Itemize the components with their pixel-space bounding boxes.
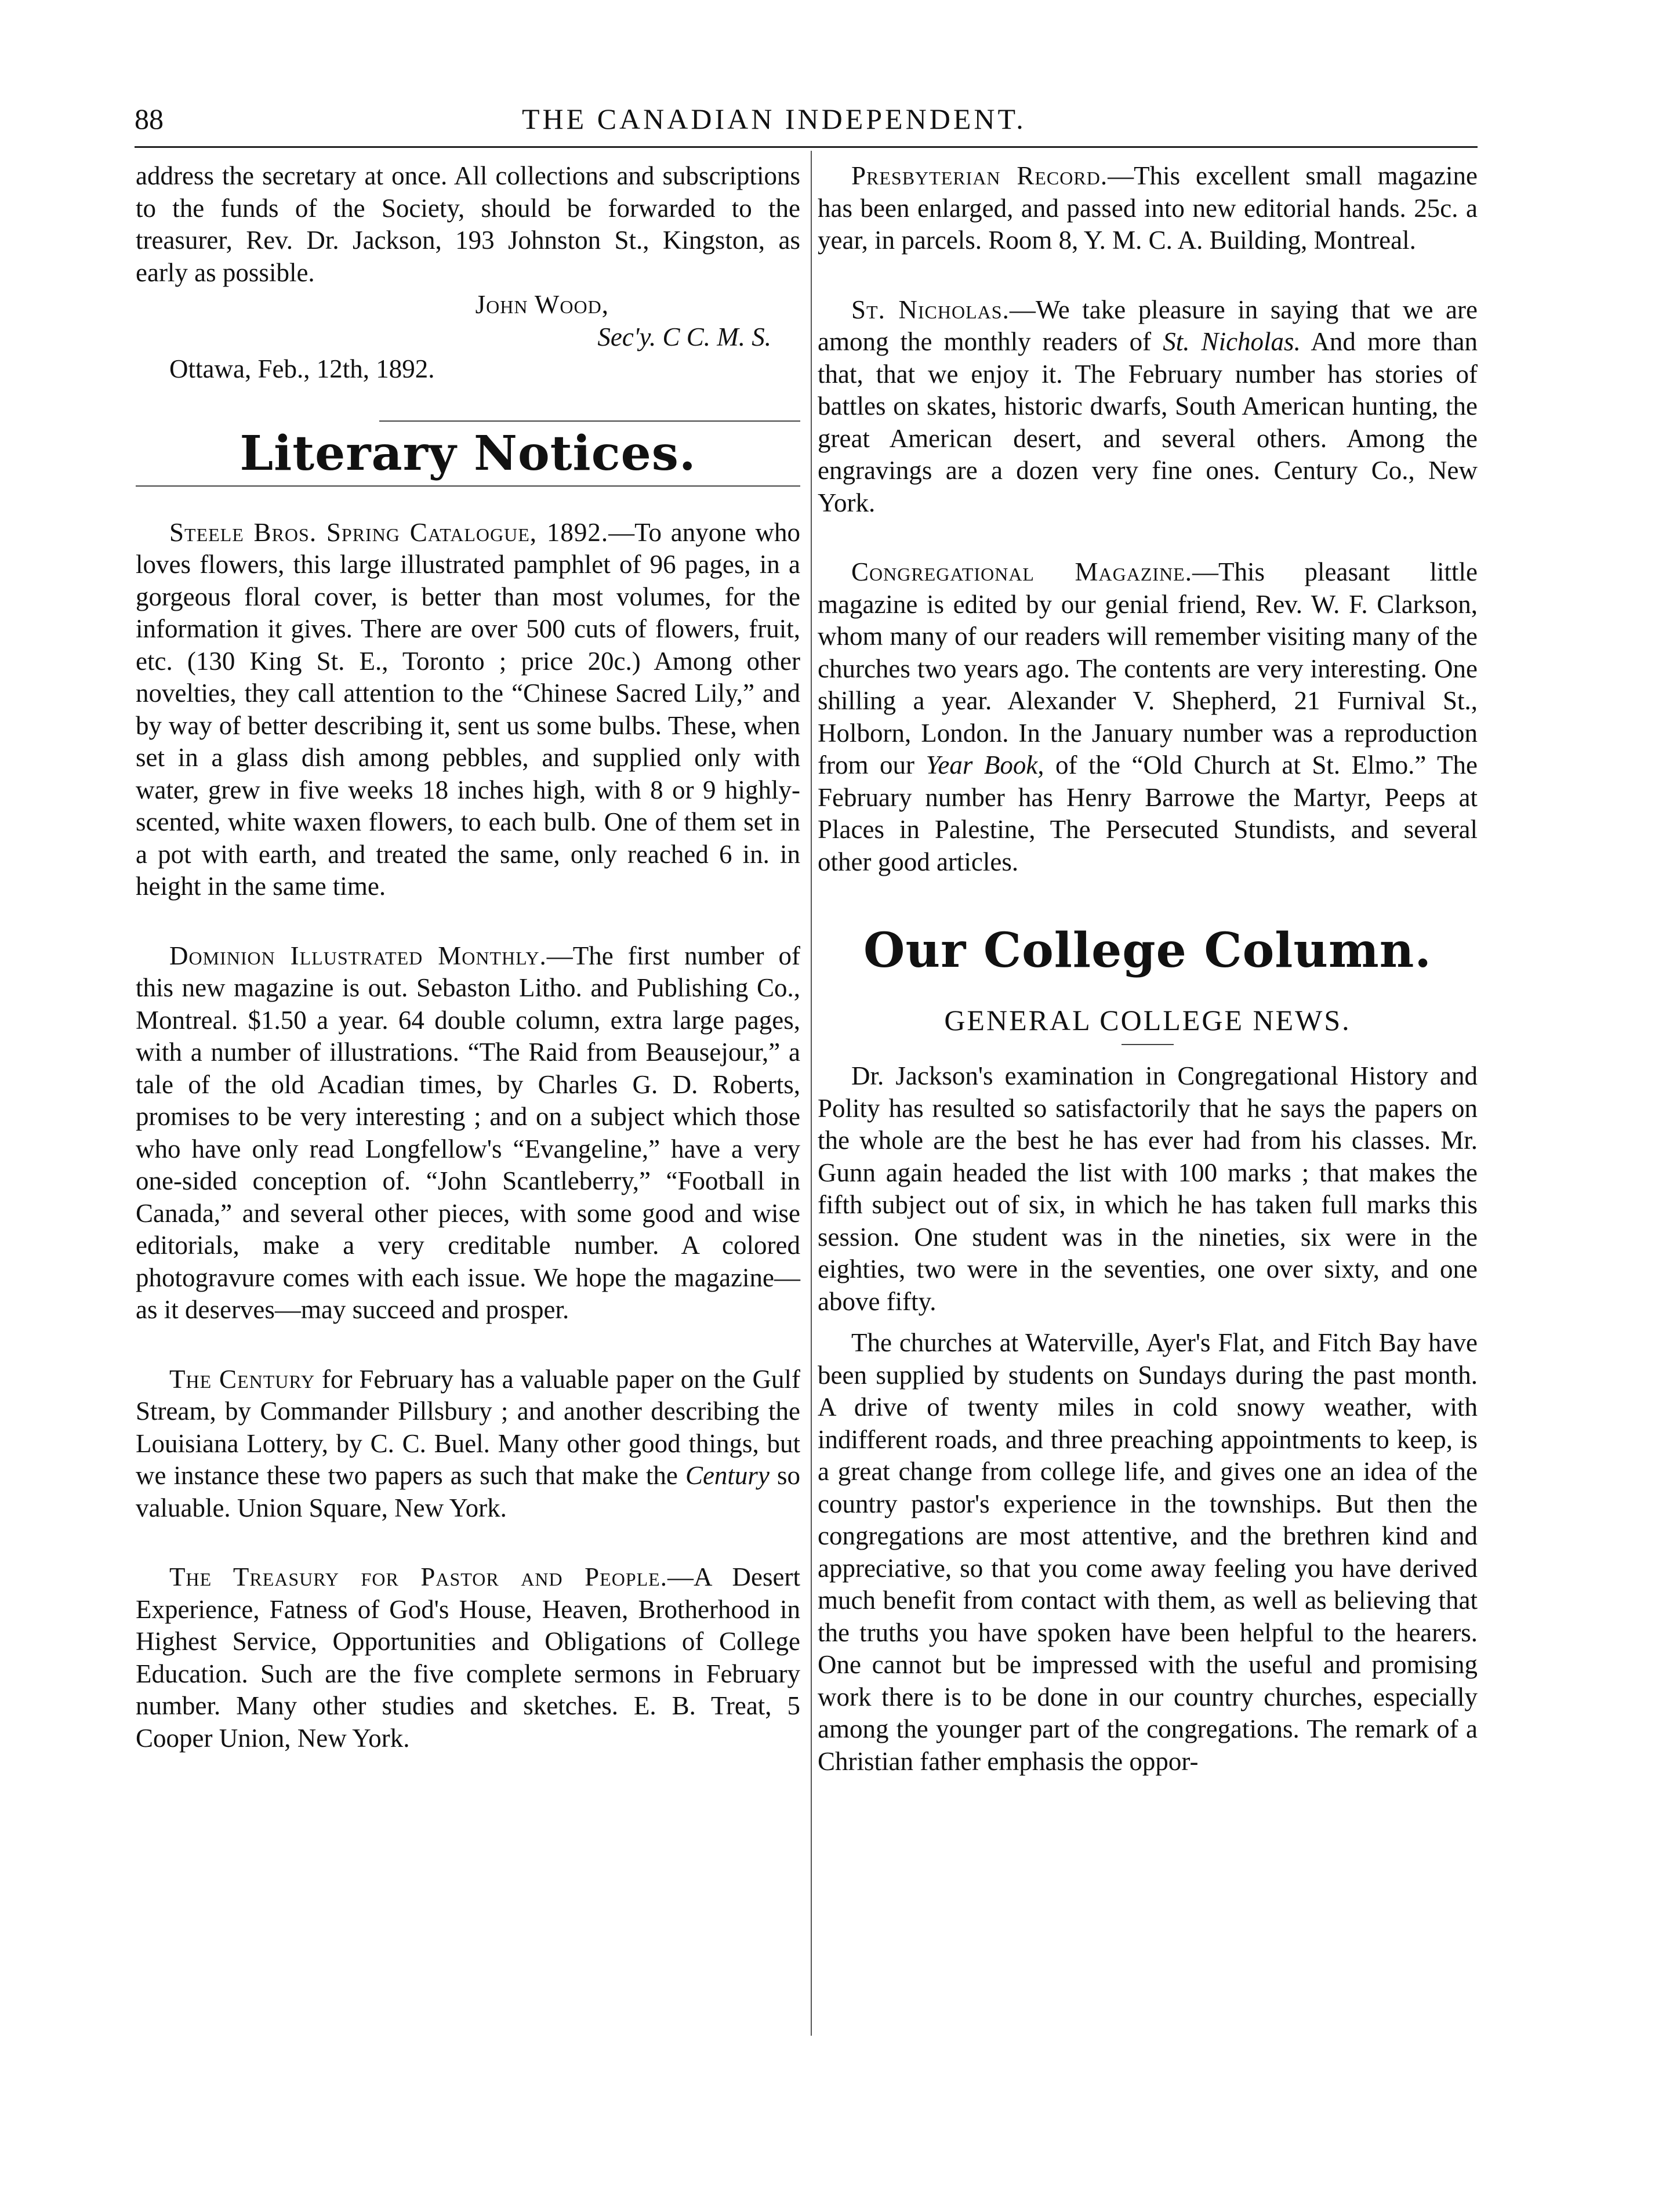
notice-italic-title: Year Book,: [926, 750, 1044, 779]
notice-body: —This excellent small magazine has been enlarged, and passed into new editorial hands. 25c. a year, in parcels. Room 8, Y. M. C. A. Building, Montreal.: [818, 161, 1478, 255]
notice-body-end: And more than that, that we enjoy it. The February number has stories of battles on skates, historic dwarfs, South American hunting, the great American desert, and several others. Among the engravings are a dozen very fine ones. Century Co., New York.: [818, 327, 1478, 517]
journal-title: THE CANADIAN INDEPENDENT.: [522, 103, 1026, 135]
notice-lead: The Century: [169, 1364, 315, 1394]
signature-name: John Wood,: [475, 290, 609, 319]
column-divider: [811, 151, 812, 2036]
notice-body-end: of the “Old Church at St. Elmo.” The February number has Henry Barrowe the Martyr, Peeps at Places in Palestine, The Persecuted Stundists, and several other good articles.: [818, 750, 1478, 876]
subsection-rule: [1122, 1044, 1174, 1045]
signature-title: Sec'y. C C. M. S.: [597, 322, 771, 351]
society-notice-continuation: address the secretary at once. All collections and subscriptions to the funds of the Society, should be forwarded to the treasurer, Rev. Dr. Jackson, 193 Johnston St., Kingston, as early as possible.: [136, 161, 800, 287]
notice-body: —To anyone who loves flowers, this large illustrated pamphlet of 96 pages, in a gorgeous floral cover, is better than most volumes, for the information it gives. There are over 500 cuts of flowers, fruit, etc. (130 King St. E., Toronto ; price 20c.) Among other novelties, they call attention to the “Chinese Sacred Lily,” and by way of better describing it, sent us some bulbs. These, when set in a glass dish among pebbles, and supplied only with water, grew in five weeks 18 inches high, with 8 or 9 highly-scented, white waxen flowers, to each bulb. One of them set in a pot with earth, and treated the same, only reached 6 in. in height in the same time.: [136, 517, 800, 901]
notice-italic-title: Century: [685, 1461, 770, 1490]
notice-treasury: [136, 1561, 800, 1754]
header-rule: [135, 146, 1478, 148]
notice-lead: The Treasury for Pastor and People.: [169, 1562, 667, 1591]
section-title-college-column: Our College Column.: [863, 923, 1432, 978]
notice-lead: Steele Bros. Spring Catalogue, 1892.: [169, 517, 609, 547]
notice-body: —This pleasant little magazine is edited by our genial friend, Rev. W. F. Clarkson, whom many of our readers will remember visiting many of the churches two years ago. The contents are very interesting. One shilling a year. Alexander V. Shepherd, 21 Furnival St., Holborn, London. In the January number was a reproduction from our: [818, 557, 1478, 779]
notice-lead: St. Nicholas.: [851, 295, 1010, 324]
notice-steele-bros: [136, 517, 800, 903]
notice-body: for February has a valuable paper on the Gulf Stream, by Commander Pillsbury ; and another describing the Louisiana Lottery, by C. C. Buel. Many other good things, but we instance these two papers as such that make the: [136, 1364, 800, 1490]
letter-date: Ottawa, Feb., 12th, 1892.: [169, 354, 435, 383]
subsection-title-college-news: GENERAL COLLEGE NEWS.: [944, 1004, 1351, 1036]
notice-st-nicholas: [818, 294, 1478, 520]
notice-body-end: so valuable. Union Square, New York.: [136, 1461, 801, 1522]
notice-lead: Dominion Illustrated Monthly.: [169, 941, 547, 970]
notice-dominion-illustrated: [136, 940, 800, 1326]
notice-body: —The first number of this new magazine is out. Sebaston Litho. and Publishing Co., Montreal. $1.50 a year. 64 double column, extra large pages, with a number of illustrations. “The Raid from Beausejour,” a tale of the old Acadian times, by Charles G. D. Roberts, promises to be very interesting ; and on a subject which those who have only read Longfellow's “Evangeline,” have a very one-sided conception of. “John Scantleberry,” “Football in Canada,” and several other pieces, with some good and wise editorials, make a very creditable number. A colored photogravure comes with each issue. We hope the magazine—as it deserves—may succeed and prosper.: [136, 941, 800, 1324]
section-title-literary-notices: Literary Notices.: [239, 425, 696, 481]
notice-body: —A Desert Experience, Fatness of God's House, Heaven, Brotherhood in Highest Service, Opportunities and Obligations of College Education. Such are the five complete sermons in February number. Many other studies and sketches. E. B. Treat, 5 Cooper Union, New York.: [136, 1562, 801, 1753]
right-column: [818, 160, 1478, 1778]
college-news-paragraph: The churches at Waterville, Ayer's Flat, and Fitch Bay have been supplied by students on Sundays during the past month. A drive of twenty miles in cold snowy weather, with indifferent roads, and three preaching appointments to keep, is a great change from college life, and gives one an idea of the country pastor's experience in the townships. But then the congregations are most attentive, and the brethren kind and appreciative, so that you come away feeling you have derived much benefit from contact with them, as well as believing that the truths you have spoken have been helpful to the hearers. One cannot but be impressed with the useful and promising work there is to be done in our country churches, especially among the younger part of the congregations. The remark of a Christian father emphasis the oppor-: [818, 1328, 1478, 1776]
college-news-paragraph: Dr. Jackson's examination in Congregational History and Polity has resulted so satisfactorily that he says the papers on the whole are the best he has ever had from his classes. Mr. Gunn again headed the list with 100 marks ; that makes the fifth subject out of six, in which he has taken full marks this session. One student was in the nineties, six were in the eighties, two were in the seventies, one over sixty, and one above fifty.: [818, 1061, 1478, 1316]
left-column: [136, 160, 800, 1754]
notice-congregational-magazine: [818, 556, 1478, 878]
notice-lead: Congregational Magazine.: [851, 557, 1192, 586]
notice-presbyterian-record: [818, 160, 1478, 257]
notice-italic-title: St. Nicholas.: [1163, 327, 1301, 356]
page-number: 88: [135, 103, 164, 135]
notice-lead: Presbyterian Record.: [851, 161, 1108, 190]
notice-body: —We take pleasure in saying that we are among the monthly readers of: [818, 295, 1478, 356]
notice-the-century: [136, 1364, 800, 1525]
